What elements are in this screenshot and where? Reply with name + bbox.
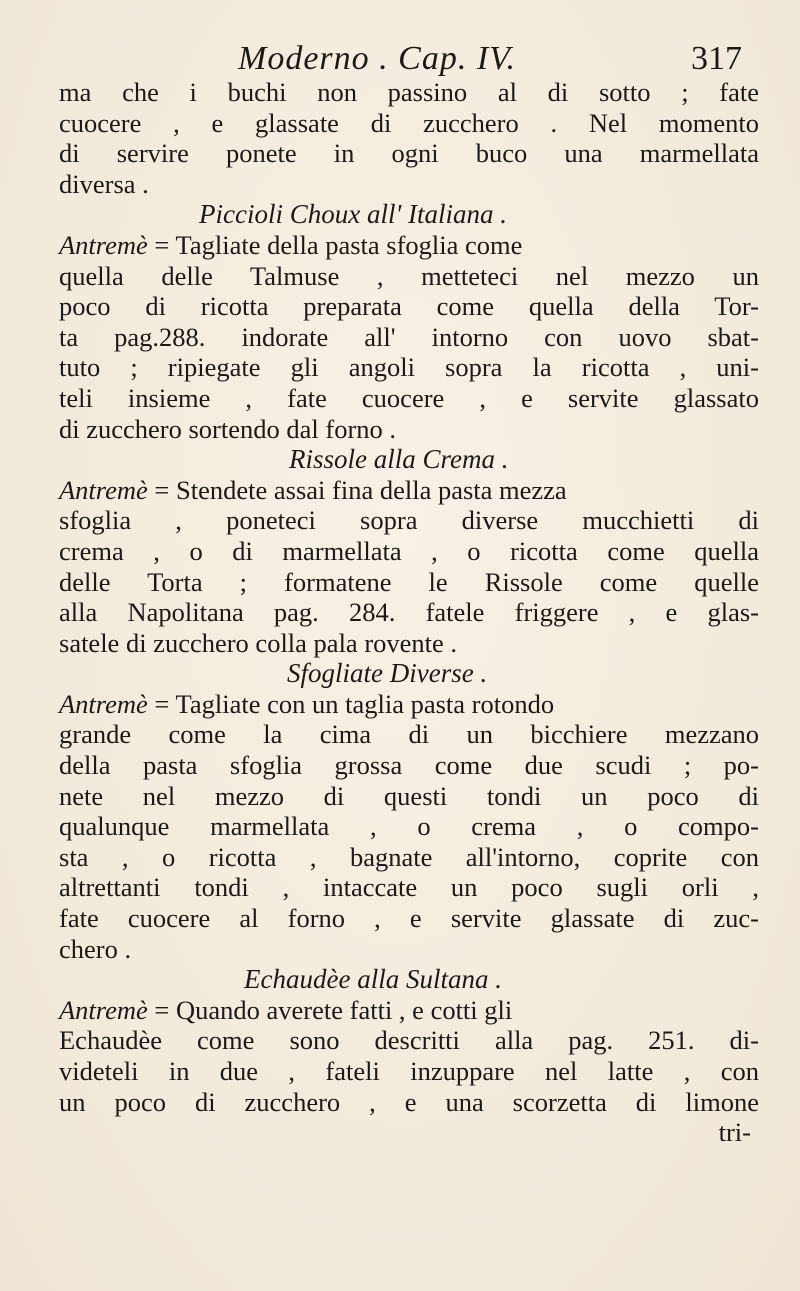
text-span: = Quando averete fatti , e cotti gli (147, 994, 513, 1025)
text-span: = Tagliate con un taglia pasta rotondo (147, 688, 555, 719)
course-label: Antremè (59, 688, 148, 719)
text-line: satele di zucchero colla pala rovente . (59, 627, 458, 658)
text-line: ta pag.288. indorate all' intorno con uovo sbat- (59, 321, 759, 352)
course-label: Antremè (59, 229, 148, 260)
text-line: teli insieme , fate cuocere , e servite glassato (59, 382, 759, 413)
text-line (59, 689, 759, 720)
text-line: poco di ricotta preparata come quella della Tor- (59, 291, 759, 322)
text-line (59, 995, 759, 1026)
recipe-heading: Piccioli Choux all' Italiana . (199, 199, 507, 230)
recipe-heading: Sfogliate Diverse . (287, 658, 488, 689)
text-line: Echaudèe come sono descritti alla pag. 251. di- (59, 1025, 759, 1056)
text-line: qualunque marmellata , o crema , o compo- (59, 811, 759, 842)
text-span: = Tagliate della pasta sfoglia come (147, 229, 523, 260)
page-number: 317 (691, 40, 742, 77)
text-line: tuto ; ripiegate gli angoli sopra la ricotta , uni- (59, 352, 759, 383)
text-line: nete nel mezzo di questi tondi un poco di (59, 780, 759, 811)
recipe-heading: Rissole alla Crema . (289, 444, 509, 475)
page-header (60, 40, 760, 80)
running-head: Moderno . Cap. IV. (238, 40, 517, 77)
text-span: = Stendete assai fina della pasta mezza (147, 474, 567, 505)
text-line: quella delle Talmuse , metteteci nel mezzo un (59, 260, 759, 291)
text-line: un poco di zucchero , e una scorzetta di limone (59, 1086, 759, 1117)
text-line: chero . (59, 933, 132, 964)
recipe-heading: Echaudèe alla Sultana . (244, 964, 502, 995)
text-line: della pasta sfoglia grossa come due scudi ; po- (59, 750, 759, 781)
text-line: videteli in due , fateli inzuppare nel latte , con (59, 1056, 759, 1086)
text-line (59, 230, 759, 261)
text-line (59, 475, 759, 506)
text-line: di zucchero sortendo dal forno . (59, 413, 397, 444)
text-line: altrettanti tondi , intaccate un poco sugli orli , (59, 872, 759, 903)
text-line: diversa . (59, 168, 149, 199)
text-line: fate cuocere al forno , e servite glassate di zuc- (59, 903, 759, 934)
text-line: alla Napolitana pag. 284. fatele friggere , e glas- (59, 597, 759, 628)
text-line: ma che i buchi non passino al di sotto ; fate (59, 77, 759, 107)
page-body (59, 77, 759, 1148)
text-line: di servire ponete in ogni buco una marmellata (59, 138, 759, 169)
text-line: crema , o di marmellata , o ricotta come quella (59, 535, 759, 566)
text-line: sfoglia , poneteci sopra diverse mucchietti di (59, 505, 759, 536)
text-line: delle Torta ; formatene le Rissole come quelle (59, 566, 759, 597)
text-line: sta , o ricotta , bagnate all'intorno, coprite con (59, 841, 759, 872)
course-label: Antremè (59, 474, 148, 505)
catchword: tri- (718, 1117, 751, 1148)
course-label: Antremè (59, 994, 148, 1025)
text-line: grande come la cima di un bicchiere mezzano (59, 719, 759, 750)
text-line: cuocere , e glassate di zucchero . Nel momento (59, 107, 759, 138)
